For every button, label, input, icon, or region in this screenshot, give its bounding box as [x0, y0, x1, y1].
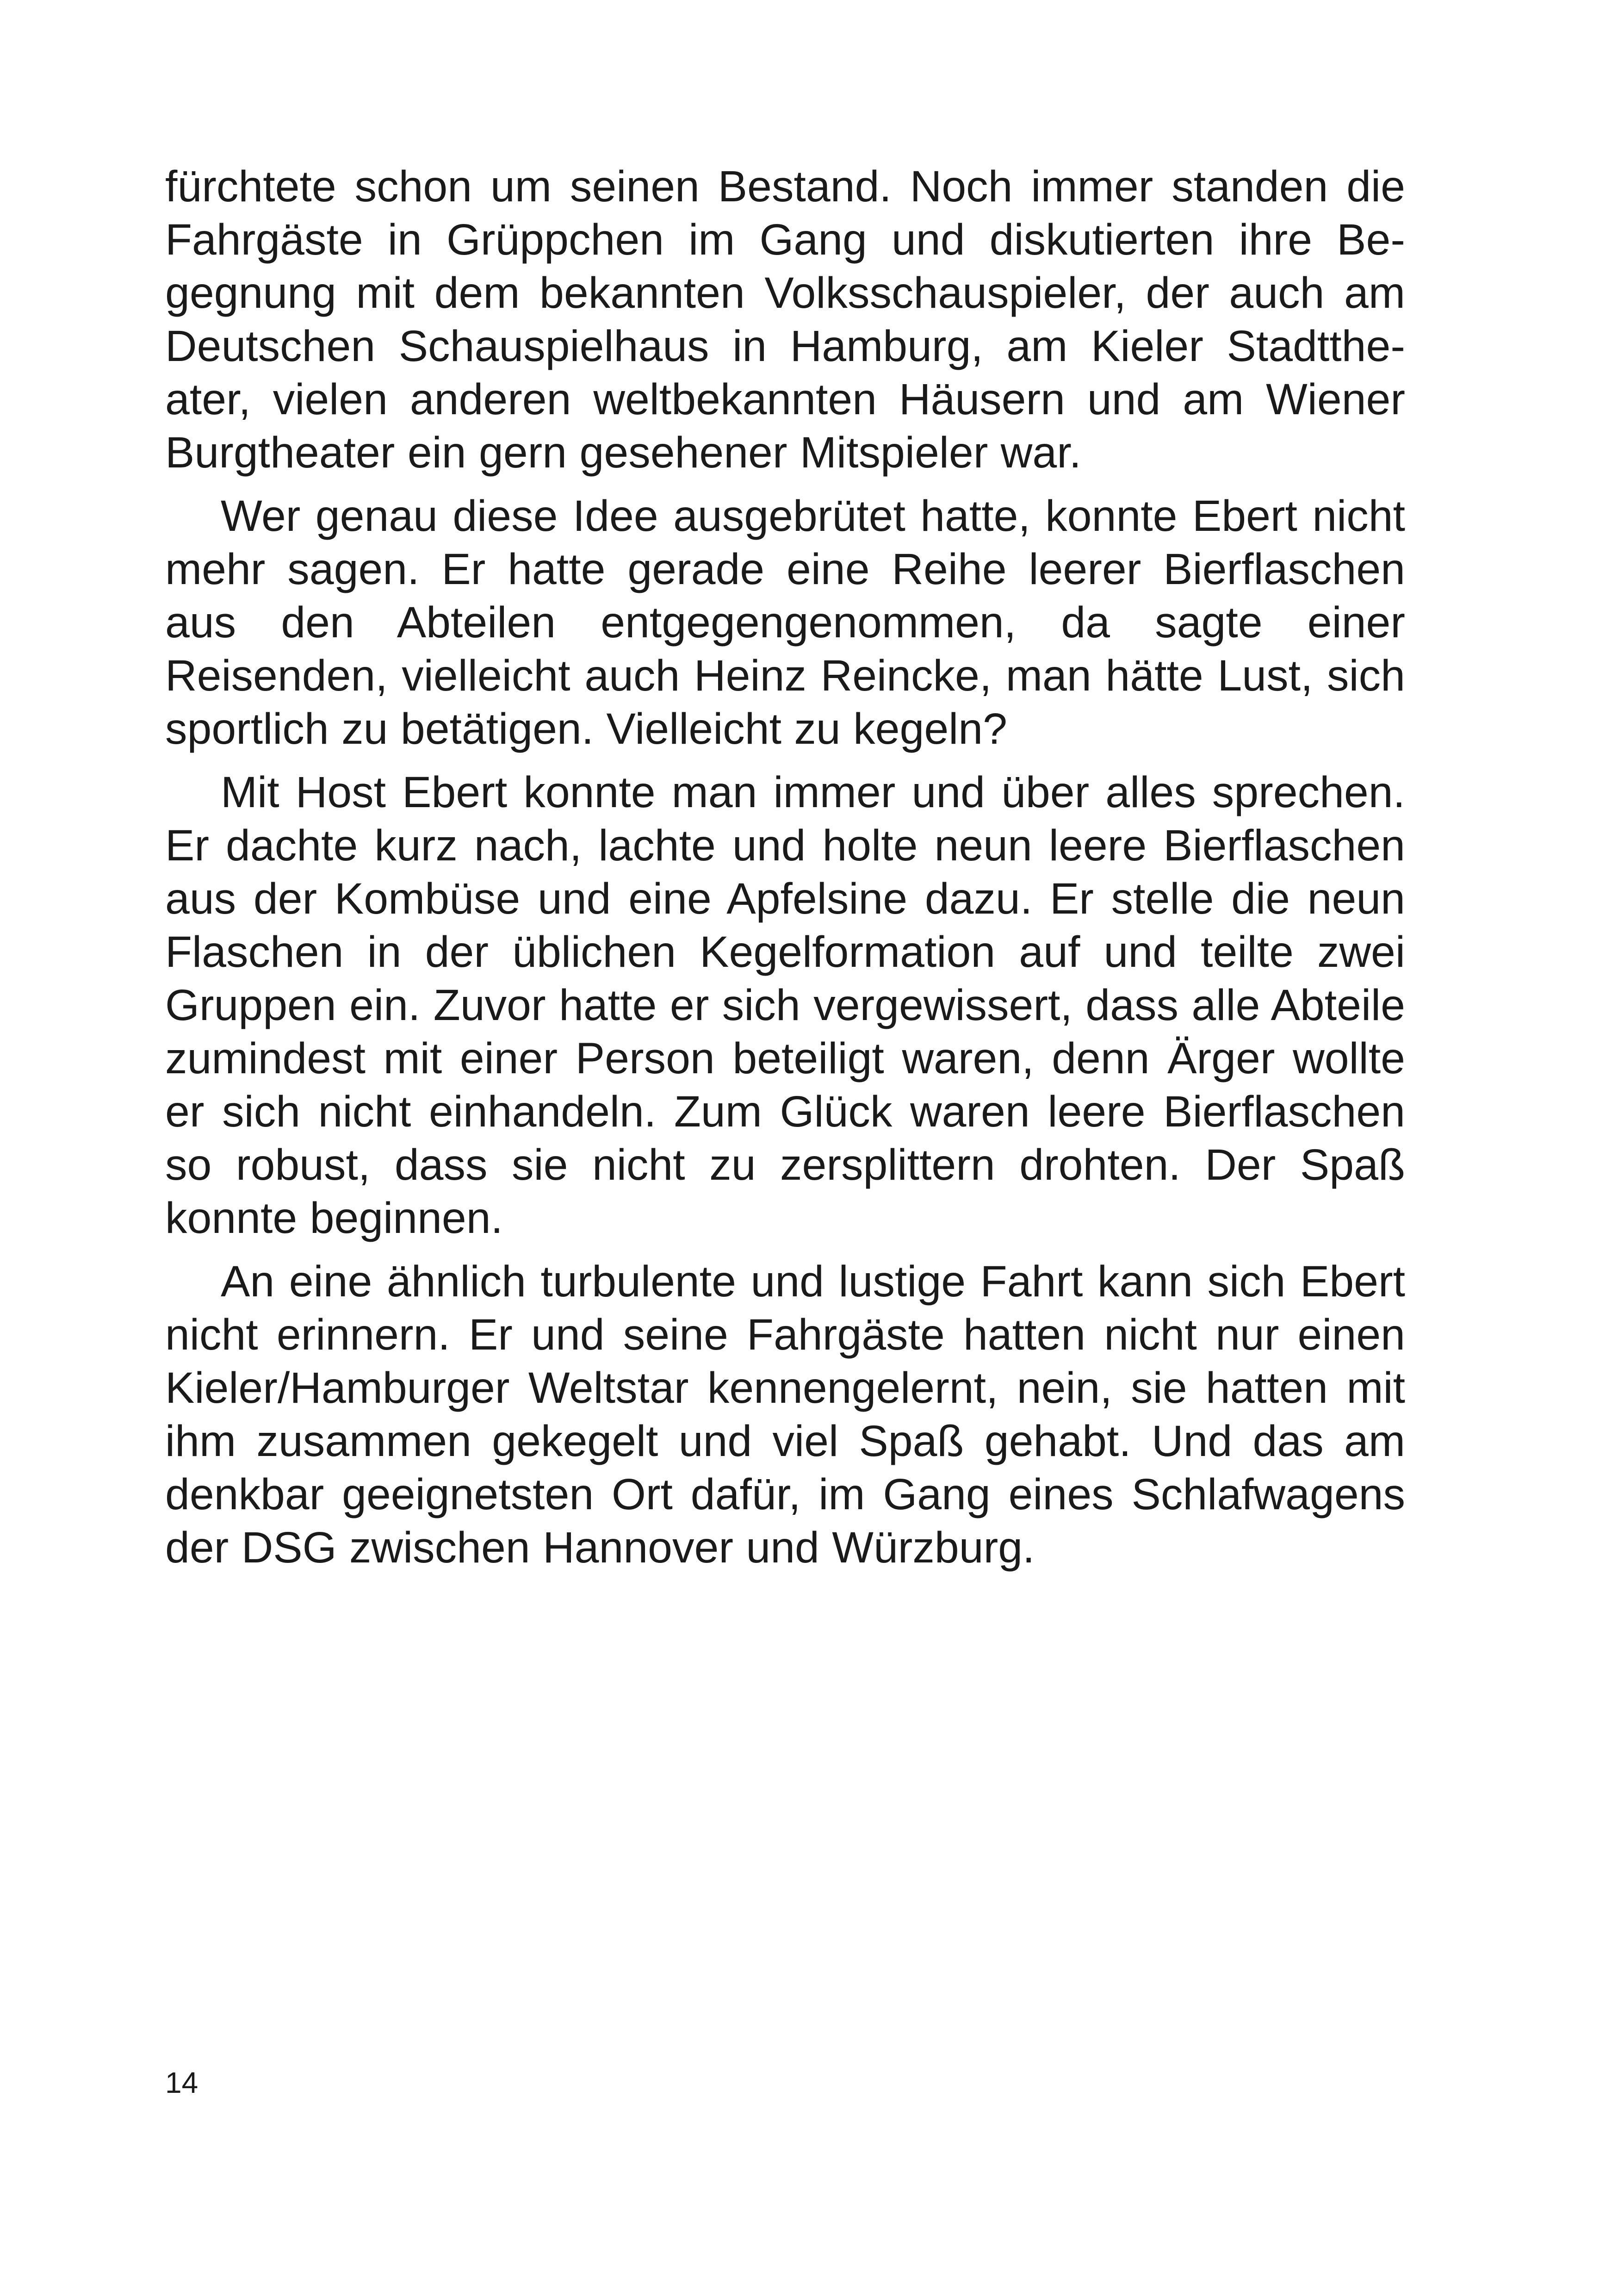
body-text: [165, 160, 1405, 1574]
paragraph-1: fürchtete schon um seinen Bestand. Noch immer standen die Fahrgäste in Grüppchen im Gang und diskutierten ihre Begegnung mit dem bekannten Volksschauspieler, der auch am Deutschen Schauspielhaus in Hamburg, am Kieler Stadttheater, vielen anderen weltbekannten Häusern und am Wiener Burgtheater ein gern gesehener Mitspieler war.: [165, 162, 1405, 477]
page-number: 14: [165, 2066, 198, 2099]
paragraph-2: Wer genau diese Idee ausgebrütet hatte, konnte Ebert nicht mehr sagen. Er hatte gerade eine Reihe leerer Bierflaschen aus den Abteilen entgegengenommen, da sagte einer Reisenden, vielleicht auch Heinz Reincke, man hätte Lust, sich sportlich zu betätigen. Vielleicht zu kegeln?: [165, 492, 1405, 753]
paragraph-3: Mit Host Ebert konnte man immer und über alles sprechen. Er dachte kurz nach, lachte und holte neun leere Bierflaschen aus der Kombüse und eine Apfelsine dazu. Er stelle die neun Flaschen in der üblichen Kegelformation auf und teilte zwei Gruppen ein. Zuvor hatte er sich vergewissert, dass alle Abteile zumindest mit einer Person beteiligt waren, denn Ärger wollte er sich nicht einhandeln. Zum Glück waren leere Bierflaschen so robust, dass sie nicht zu zersplittern drohten. Der Spaß konnte beginnen.: [165, 768, 1405, 1243]
paragraph-4: An eine ähnlich turbulente und lustige Fahrt kann sich Ebert nicht erinnern. Er und seine Fahrgäste hatten nicht nur einen Kieler/Hamburger Weltstar kennengelernt, nein, sie hatten mit ihm zusammen gekegelt und viel Spaß gehabt. Und das am denkbar geeignetsten Ort dafür, im Gang eines Schlafwagens der DSG zwischen Hannover und Würzburg.: [165, 1257, 1405, 1572]
